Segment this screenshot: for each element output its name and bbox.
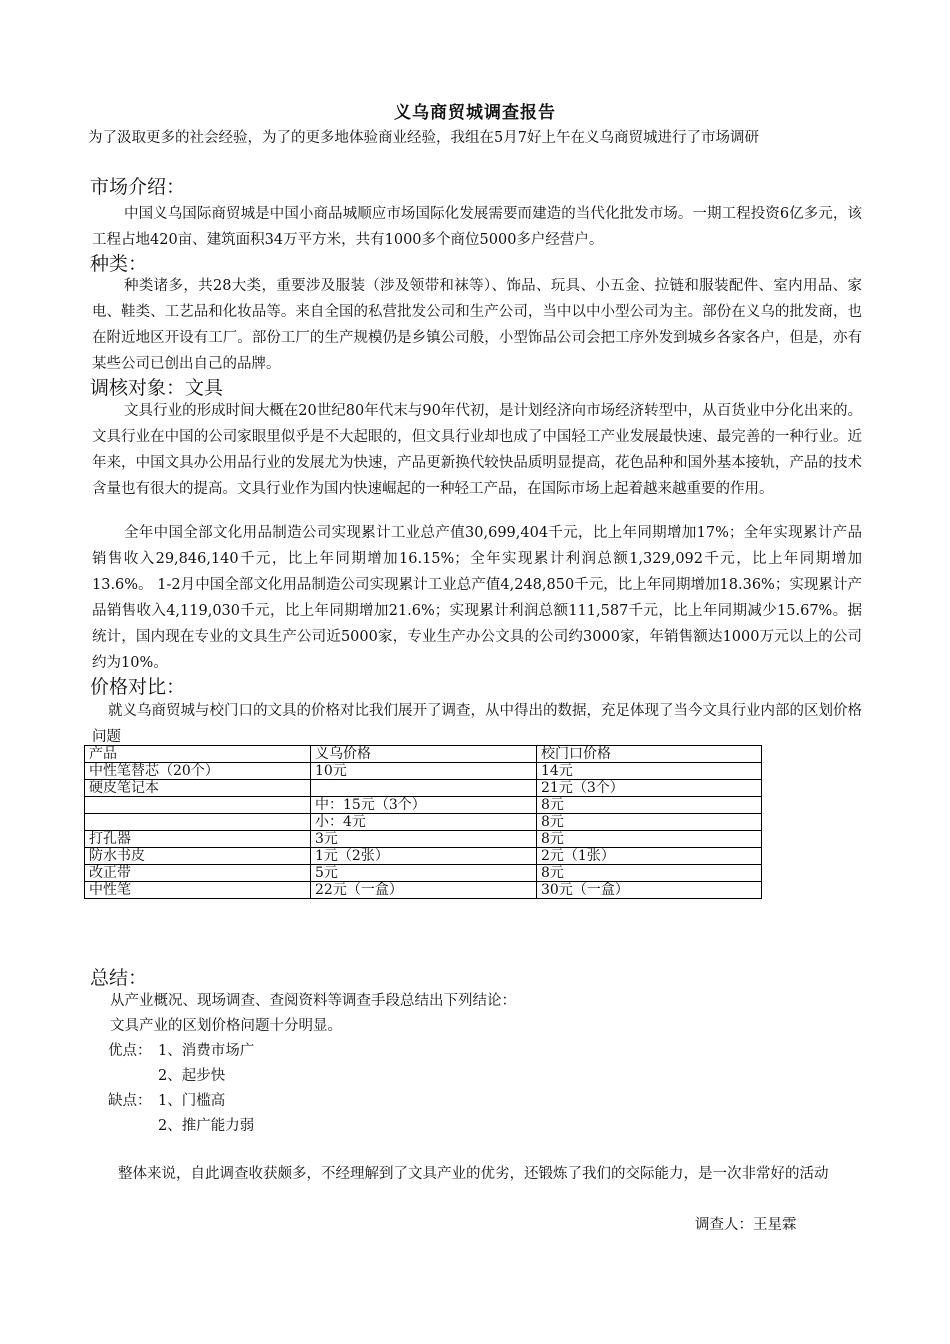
table-cell: 8元 — [537, 831, 762, 848]
cons-item: 2、推广能力弱 — [158, 1118, 255, 1134]
signature: 调查人：王星霖 — [695, 1217, 797, 1233]
table-cell: 改正带 — [85, 865, 311, 882]
table-cell: 2元（1张） — [537, 848, 762, 865]
summary-line-1: 从产业概况、现场调查、查阅资料等调查手段总结出下列结论： — [110, 993, 516, 1009]
heading-target: 调核对象：文具 — [90, 377, 224, 399]
pros-label: 优点： — [108, 1043, 152, 1059]
table-row — [85, 831, 762, 848]
table-cell: 3元 — [311, 831, 537, 848]
market-paragraph: 中国义乌国际商贸城是中国小商品城顺应市场国际化发展需要而建造的当代化批发市场。一期工程投资6亿多元，该工程占地420亩、建筑面积34万平方米，共有1000多个商位5000多户经营户。 — [92, 206, 862, 248]
table-cell: 1元（2张） — [311, 848, 537, 865]
table-cell: 打孔器 — [85, 831, 311, 848]
table-cell — [311, 780, 537, 797]
table-row — [85, 780, 762, 797]
pros-item: 2、起步快 — [158, 1068, 226, 1084]
table-cell: 硬皮笔记本 — [85, 780, 311, 797]
table-cell: 防水书皮 — [85, 848, 311, 865]
heading-types: 种类： — [90, 253, 148, 275]
table-cell: 30元（一盒） — [537, 882, 762, 899]
table-cell: 5元 — [311, 865, 537, 882]
table-header-row — [85, 746, 762, 763]
table-cell — [85, 797, 311, 814]
table-cell: 22元（一盒） — [311, 882, 537, 899]
summary-line-2: 文具产业的区划价格问题十分明显。 — [110, 1018, 342, 1034]
target-paragraph-2: 全年中国全部文化用品制造公司实现累计工业总产值30,699,404千元，比上年同期增加17%；全年实现累计产品销售收入29,846,140千元，比上年同期增加16.15%；全年实现累计利润总额1,329,092千元，比上年同期增加13.6%。 1-2月中国全部文化用品制造公司实现累计工业总产值4,248,850千元，比上年同期增加18.36%；实现累计产品销售收入4,119,030千元，比上年同期增加21.6%；实现累计利润总额111,587千元，比上年同期减少15.67%。据统计，国内现在专业的文具生产公司近5000家，专业生产办公文具的公司约3000家，年销售额达1000万元以上的公司约为10%。 — [92, 525, 862, 671]
table-row — [85, 763, 762, 780]
table-cell: 8元 — [537, 797, 762, 814]
heading-price: 价格对比： — [90, 676, 186, 698]
target-paragraph-1: 文具行业的形成时间大概在20世纪80年代末与90年代初，是计划经济向市场经济转型中，从百货业中分化出来的。文具行业在中国的公司家眼里似乎是不大起眼的，但文具行业却也成了中国轻工产业发展最快速、最完善的一种行业。近年来，中国文具办公用品行业的发展尤为快速，产品更新换代较快品质明显提高，花色品种和国外基本接轨，产品的技术含量也有很大的提高。文具行业作为国内快速崛起的一种轻工产品，在国际市场上起着越来越重要的作用。 — [92, 403, 862, 497]
report-title: 义乌商贸城调查报告 — [394, 103, 556, 123]
table-cell: 产品 — [85, 746, 311, 763]
price-paragraph: 就义乌商贸城与校门口的文具的价格对比我们展开了调查，从中得出的数据，充足体现了当今文具行业内部的区划价格问题 — [92, 703, 862, 745]
heading-market: 市场介绍： — [90, 176, 186, 198]
table-cell: 14元 — [537, 763, 762, 780]
price-comparison-table — [84, 745, 762, 899]
table-row — [85, 797, 762, 814]
table-row — [85, 882, 762, 899]
table-cell: 8元 — [537, 814, 762, 831]
table-cell — [85, 814, 311, 831]
table-cell: 小：4元 — [311, 814, 537, 831]
table-cell: 校门口价格 — [537, 746, 762, 763]
heading-summary: 总结： — [90, 967, 148, 989]
pros-item: 1、消费市场广 — [158, 1043, 255, 1059]
table-row — [85, 814, 762, 831]
table-cell: 21元（3个） — [537, 780, 762, 797]
types-paragraph: 种类诸多，共28大类，重要涉及服装（涉及领带和袜等）、饰品、玩具、小五金、拉链和服装配件、室内用品、家电、鞋类、工艺品和化妆品等。来自全国的私营批发公司和生产公司，当中以中小型公司为主。部份在义乌的批发商，也在附近地区开设有工厂。部份工厂的生产规模仍是乡镇公司般，小型饰品公司会把工序外发到城乡各家各户，但是，亦有某些公司已创出自己的品牌。 — [92, 278, 862, 372]
table-cell: 中性笔 — [85, 882, 311, 899]
cons-label: 缺点： — [108, 1093, 152, 1109]
table-cell: 中性笔替芯（20个） — [85, 763, 311, 780]
intro-paragraph: 为了汲取更多的社会经验，为了的更多地体验商业经验，我组在5月7好上午在义乌商贸城进行了市场调研 — [88, 130, 759, 146]
cons-item: 1、门槛高 — [158, 1093, 226, 1109]
table-cell: 10元 — [311, 763, 537, 780]
table-row — [85, 865, 762, 882]
table-cell: 义乌价格 — [311, 746, 537, 763]
table-row — [85, 848, 762, 865]
table-cell: 8元 — [537, 865, 762, 882]
closing-paragraph: 整体来说，自此调查收获颇多，不经理解到了文具产业的优劣，还锻炼了我们的交际能力，是一次非常好的活动 — [118, 1166, 829, 1182]
table-cell: 中：15元（3个） — [311, 797, 537, 814]
